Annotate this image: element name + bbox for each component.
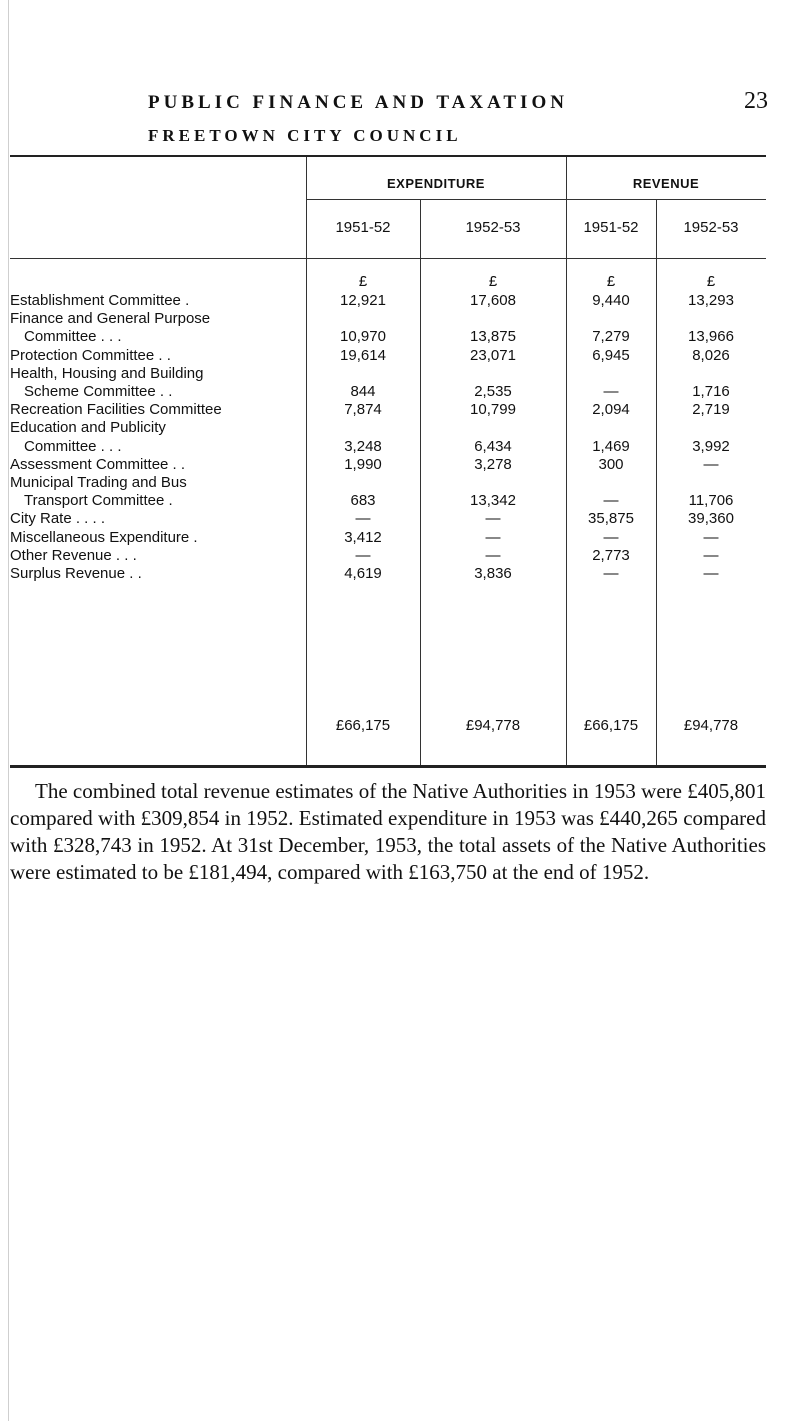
table-cell: 2,719 [692,401,730,419]
summary-paragraph [10,778,766,886]
row-label: Assessment Committee . . [10,455,186,473]
group-heading-expenditure: EXPENDITURE [387,176,485,191]
table-cell: 11,706 [688,492,734,510]
table-cell: 17,608 [470,292,516,309]
table-cell: — [355,510,371,528]
table-cell: — [355,546,371,564]
table-cell: — [603,528,619,546]
row-label: Finance and General Purpose [10,310,211,328]
table-cell: 12,921 [340,292,386,309]
year-heading: 1951-52 [335,219,391,236]
table-cell: 3,992 [692,437,730,455]
table-cell: 10,970 [340,328,386,346]
row-label: Other Revenue . . . [10,546,137,564]
table-cell: 1,716 [692,383,730,400]
row-label: Surplus Revenue . . [10,565,142,582]
table-cell: — [703,528,719,546]
table-cell: 13,966 [688,328,734,346]
table-cell: 3,836 [474,565,512,582]
page-number: 23 [744,88,768,114]
header-underline [10,258,766,259]
table-cell: 6,434 [474,437,512,455]
table-cell: — [603,383,619,400]
table-cell: 683 [350,492,376,510]
table-cell: 300 [598,455,624,473]
table-cell: 39,360 [688,510,734,528]
total-value: £66,175 [335,717,391,734]
table-cell: 7,279 [592,328,630,346]
currency-symbol: £ [606,273,616,290]
table-top-rule [10,155,766,157]
table-cell: 3,248 [344,437,382,455]
total-value: £94,778 [683,717,739,734]
table-cell: 10,799 [470,401,516,419]
year-heading: 1952-53 [683,219,739,236]
table-cell: 19,614 [340,346,386,364]
year-heading: 1952-53 [465,219,521,236]
table-cell: 1,469 [592,437,630,455]
table-cell: — [703,455,719,473]
row-label: Miscellaneous Expenditure . [10,528,198,546]
table-cell: — [603,492,619,510]
table-cell: 3,412 [344,528,382,546]
page-edge-rule [8,0,9,1421]
table-cell: 2,773 [592,546,630,564]
currency-symbol: £ [358,273,368,290]
table-cell: 6,945 [592,346,630,364]
table-cell: 35,875 [588,510,634,528]
row-label: Transport Committee . [24,492,173,510]
table-cell: 4,619 [344,565,382,582]
group-heading-revenue: REVENUE [632,176,700,191]
row-label: Municipal Trading and Bus [10,474,187,491]
running-header [148,88,768,114]
total-value: £94,778 [465,717,521,734]
table-cell: 13,875 [470,328,516,346]
table-cell: 844 [350,383,376,400]
row-label: Committee . . . [24,437,122,455]
table-cell: — [703,565,719,582]
row-label: Establishment Committee . [10,292,190,309]
running-title: PUBLIC FINANCE AND TAXATION [148,92,568,113]
total-value: £66,175 [583,717,639,734]
table-bottom-rule [10,765,766,768]
currency-symbol: £ [488,273,498,290]
table-cell: 3,278 [474,455,512,473]
table-cell: 23,071 [470,346,516,364]
table-cell: — [485,528,501,546]
table-cell: 13,293 [688,292,734,309]
row-label: Recreation Facilities Committee [10,401,222,419]
table-cell: 9,440 [592,292,630,309]
table-cell: 7,874 [344,401,382,419]
currency-symbol: £ [706,273,716,290]
table-cell: 13,342 [470,492,516,510]
table-cell: 1,990 [344,455,382,473]
table-cell: — [485,546,501,564]
table-cell: 8,026 [692,346,730,364]
table-cell: — [703,546,719,564]
row-label: Scheme Committee . . [24,383,173,400]
table-cell: — [603,565,619,582]
table-cell: — [485,510,501,528]
row-label: Health, Housing and Building [10,364,204,382]
section-title: FREETOWN CITY COUNCIL [148,126,462,145]
table-cell: 2,535 [474,383,512,400]
table-cell: 2,094 [592,401,630,419]
year-heading: 1951-52 [583,219,639,236]
row-label: Committee . . . [24,328,122,346]
finance-table [10,155,766,767]
row-label: Education and Publicity [10,419,166,437]
summary-text: The combined total revenue estimates of the Native Authorities in 1953 were £405,801 compared with £309,854 in 1952. Estimated expenditure in 1953 was £440,265 compared with £328,743 in 1952. At 31st December, 1953, the total assets of the Native Authorities were estimated to be £181,494, compared with £163,750 at the end of 1952. [10,779,766,884]
group-underline [306,199,766,200]
row-label: Protection Committee . . [10,346,171,364]
row-label: City Rate . . . . [10,510,106,528]
